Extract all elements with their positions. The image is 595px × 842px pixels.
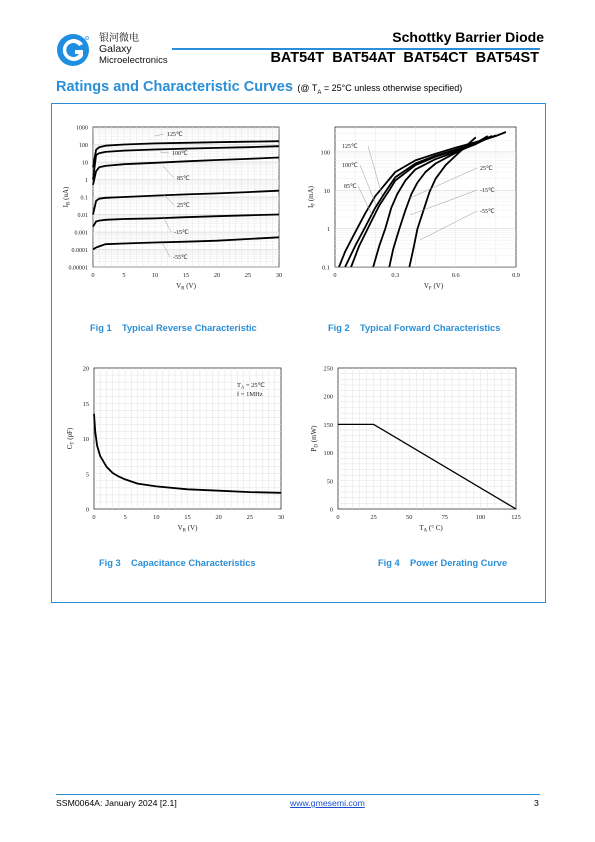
- fig4-xlabel-text: $T_A$ (° C): [419, 524, 443, 534]
- fig2-caption: Fig 2 Typical Forward Characteristics: [328, 323, 501, 333]
- fig3-xtick-label: 25: [246, 514, 253, 521]
- svg-text:R: R: [86, 37, 88, 40]
- fig3-xtick-label: 20: [215, 514, 222, 521]
- fig1-curve-label: 100℃: [172, 151, 188, 157]
- fig3-xlabel: [178, 524, 199, 534]
- fig2-ytick-label: 0.1: [322, 264, 330, 272]
- fig3-ylabel: [66, 427, 76, 449]
- fig2-plot-area: [335, 127, 516, 267]
- fig2-xtick-label: 0: [333, 272, 337, 279]
- fig4-xtick-label: 25: [370, 514, 377, 521]
- fig4-xtick-label: 0: [336, 514, 340, 521]
- fig1-ytick-label: 0.00001: [68, 265, 88, 272]
- section-title: Ratings and Characteristic Curves: [56, 79, 293, 95]
- fig2-xlabel: [424, 282, 444, 292]
- fig2-curve-label: 125℃: [342, 144, 358, 150]
- fig2-ytick-label: 10: [323, 187, 330, 195]
- fig1-curve-label: 25℃: [177, 203, 190, 209]
- company-name-cn: 银河微电: [99, 33, 139, 44]
- fig1-ytick-label: 1000: [76, 125, 88, 132]
- fig2-curve-label: -55℃: [480, 209, 495, 215]
- fig3-ytick-label: 20: [82, 365, 89, 373]
- fig4-ylabel: [310, 425, 320, 452]
- fig2-curve-label: 100℃: [342, 163, 358, 169]
- fig4-xtick-label: 100: [475, 514, 486, 521]
- fig4-ytick-label: 250: [323, 365, 333, 373]
- fig4-ytick-label: 200: [323, 393, 333, 401]
- fig4-ytick-label: 0: [329, 506, 333, 514]
- fig1-ytick-label: 0.001: [74, 230, 88, 237]
- fig1-xtick-label: 5: [122, 272, 126, 279]
- fig1-xlabel-text: $V_R$ (V): [176, 282, 196, 292]
- fig3-xtick-label: 10: [153, 514, 160, 521]
- fig4-ytick-label: 50: [326, 478, 333, 486]
- fig3-ytick-label: 5: [85, 471, 89, 479]
- fig2-curve-label: 85℃: [344, 184, 357, 190]
- fig2-xlabel-text: $V_F$ (V): [423, 282, 444, 292]
- fig2-ylabel: [307, 185, 317, 208]
- fig3-xtick-label: 15: [184, 514, 191, 521]
- fig3-xlabel-text: $V_R$ (V): [177, 524, 198, 534]
- fig1-curve-label: -15℃: [174, 230, 189, 236]
- fig4-ylabel-text: $P_D$ (mW): [310, 425, 320, 452]
- company-name-line2: Microelectronics: [99, 55, 168, 66]
- fig3-ytick-label: 15: [82, 400, 89, 408]
- footer-page-number: 3: [534, 798, 539, 808]
- footer-rule: [56, 794, 540, 795]
- part-numbers: BAT54T BAT54AT BAT54CT BAT54ST: [270, 50, 539, 66]
- fig1-ytick-label: 10: [82, 160, 88, 167]
- fig3-ytick-label: 0: [85, 506, 89, 514]
- fig4-ytick-label: 150: [323, 421, 333, 429]
- fig1-xlabel: [176, 282, 197, 292]
- fig3-ytick-label: 10: [82, 436, 89, 443]
- fig1-xtick-label: 25: [244, 272, 252, 279]
- fig4-xtick-label: 125: [511, 514, 521, 521]
- fig4-xtick-label: 75: [441, 514, 448, 521]
- product-type: Schottky Barrier Diode: [392, 29, 544, 45]
- fig2-xtick-label: 0.9: [512, 272, 520, 279]
- fig2-curve-label: -15℃: [480, 188, 495, 194]
- fig4-caption: Fig 4 Power Derating Curve: [378, 558, 508, 568]
- fig1-xtick-label: 10: [151, 272, 159, 279]
- fig3-xtick-label: 0: [92, 514, 96, 521]
- fig1-ylabel-text: $I_R$ (uA): [62, 186, 72, 208]
- fig2-curve-label: 25℃: [480, 166, 493, 172]
- fig2-xtick-label: 0.3: [391, 272, 400, 279]
- fig1-xtick-label: 20: [213, 272, 221, 279]
- fig2-ylabel-text: $I_F$ (mA): [307, 185, 317, 209]
- fig1-ytick-label: 0.0001: [71, 248, 88, 254]
- fig1-curve-label: -55℃: [173, 255, 188, 261]
- fig4-ytick-label: 100: [323, 450, 333, 458]
- fig3-xtick-label: 30: [277, 514, 285, 521]
- fig1-xtick-label: 15: [182, 272, 190, 279]
- fig1-xtick-label: 30: [275, 272, 283, 279]
- company-name-line1: Galaxy: [99, 43, 132, 55]
- fig1-ytick-label: 100: [79, 143, 88, 149]
- fig3-grid: [94, 368, 281, 509]
- fig1-ytick-label: 1: [85, 178, 88, 184]
- footer-doc: SSM0064A: January 2024 [2.1]: [56, 798, 177, 808]
- fig1-ytick-label: 0.01: [77, 213, 88, 219]
- fig3-xtick-label: 5: [123, 514, 127, 521]
- fig1-curve-label: 85℃: [177, 176, 190, 182]
- fig3-note-freq: f = 1MHz: [237, 391, 263, 398]
- fig3-ylabel-text: $C_T$ (pF): [66, 427, 76, 450]
- fig3-note-temp: $T_A$ = 25℃: [237, 382, 265, 390]
- fig3-caption: Fig 3 Capacitance Characteristics: [99, 558, 256, 568]
- fig2-ytick-label: 100: [320, 149, 330, 157]
- section-note: (@ $T_A = 25^\circ C$ unless otherwise specified): [297, 83, 463, 96]
- fig1-caption: Fig 1 Typical Reverse Characteristic: [90, 323, 257, 333]
- footer-website-link[interactable]: www.gmesemi.com: [290, 798, 365, 808]
- fig4-plot-area: [338, 368, 516, 509]
- fig1-xtick-label: 0: [91, 272, 95, 279]
- fig4-xlabel: [419, 524, 443, 534]
- fig1-ylabel: [62, 186, 72, 207]
- fig4-xtick-label: 50: [406, 514, 413, 521]
- fig1-curve-label: 125℃: [167, 132, 183, 138]
- fig2-ytick-label: 1: [326, 226, 330, 234]
- fig2-xtick-label: 0.6: [451, 272, 460, 279]
- fig1-ytick-label: 0.1: [80, 195, 88, 202]
